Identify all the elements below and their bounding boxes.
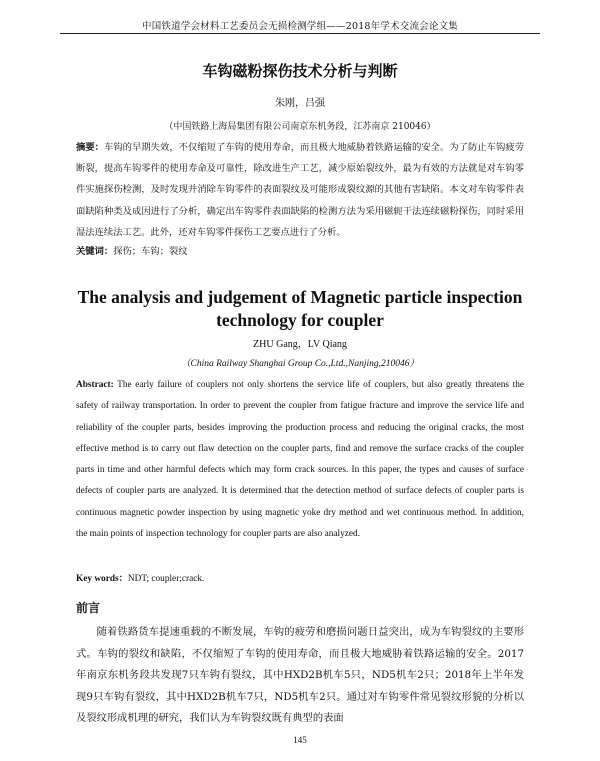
english-keywords [76,570,524,584]
english-title-line-1: The analysis and judgement of Magnetic particle inspection [77,287,523,307]
chinese-abstract-label: 摘要： [76,142,105,153]
chinese-keywords [76,245,524,259]
chinese-abstract-text: 车钩的早期失效，不仅缩短了车钩的使用寿命，而且极大地威胁着铁路运输的安全。为了防止车钩疲劳断裂，提高车钩零件的使用寿命及可靠性，除改进生产工艺，减少原始裂纹外，最为有效的方法就是对车钩零件实施探伤检测，及时发现并消除车钩零件的表面裂纹及可能形成裂纹源的其他有害缺陷。本文对车钩零件表面缺陷种类及成因进行了分析，确定出车钩零件表面缺陷的检测方法为采用磁轭干法连续磁粉探伤，同时采用湿法连续法工艺。此外，还对车钩零件探伤工艺要点进行了分析。 [76,142,524,238]
english-abstract-text: The early failure of couplers not only shortens the service life of couplers, but also greatly threatens the safety of railway transportation. In order to prevent the coupler from fatigue fracture and improve the service life and reliability of the coupler parts, besides improving the production process and reducing the original cracks, the most effective method is to carry out flaw detection on the coupler parts, find and remove the surface cracks of the coupler parts in time and other harmful defects which may form crack sources. In this paper, the types and causes of surface defects of coupler parts are analyzed. It is determined that the detection method of surface defects of coupler parts is continuous magnetic powder inspection by using magnetic yoke dry method and wet continuous method. In addition, the main points of inspection technology for coupler parts are also analyzed. [76,380,525,540]
chinese-title: 车钩磁粉探伤技术分析与判断 [202,62,398,80]
chinese-keywords-label: 关键词： [76,246,114,257]
english-title-line-2: technology for coupler [216,310,384,330]
english-keywords-text: NDT; coupler;crack. [127,574,205,584]
section-heading-introduction: 前言 [76,601,101,615]
chinese-affiliation: （中国铁路上海局集团有限公司南京东机务段，江苏南京 210046） [164,122,436,132]
english-abstract [76,375,524,545]
running-header: 中国铁道学会材料工艺委员会无损检测学组——2018年学术交流会论文集 [142,21,458,32]
header-rule [60,33,540,34]
introduction-paragraph: 随着铁路货车提速重载的不断发展，车钩的疲劳和磨损问题日益突出，成为车钩裂纹的主要形式。车钩的裂纹和缺陷，不仅缩短了车钩的使用寿命，而且极大地威胁着铁路运输的安全。2017年南京东机务段共发现7只车钩有裂纹，其中HXD2B机车5只，ND5机车2只；2018年上半年发现9只车钩有裂纹，其中HXD2B机车7只，ND5机车2只。通过对车钩零件常见裂纹形貌的分析以及裂纹形成机理的研究，我们认为车钩裂纹既有典型的表面 [76,626,524,724]
english-keywords-label: Key words： [76,574,128,584]
english-affiliation: （China Railway Shanghai Group Co.,Ltd.,Nanjing,210046） [181,359,419,369]
chinese-authors: 朱刚，吕强 [275,98,325,109]
english-abstract-label: Abstract: [76,380,114,390]
english-title [60,286,540,332]
english-authors: ZHU Gang，LV Qiang [253,339,347,350]
chinese-abstract [76,137,524,243]
chinese-keywords-text: 探伤；车钩；裂纹 [113,246,188,257]
page-number: 145 [293,735,307,745]
